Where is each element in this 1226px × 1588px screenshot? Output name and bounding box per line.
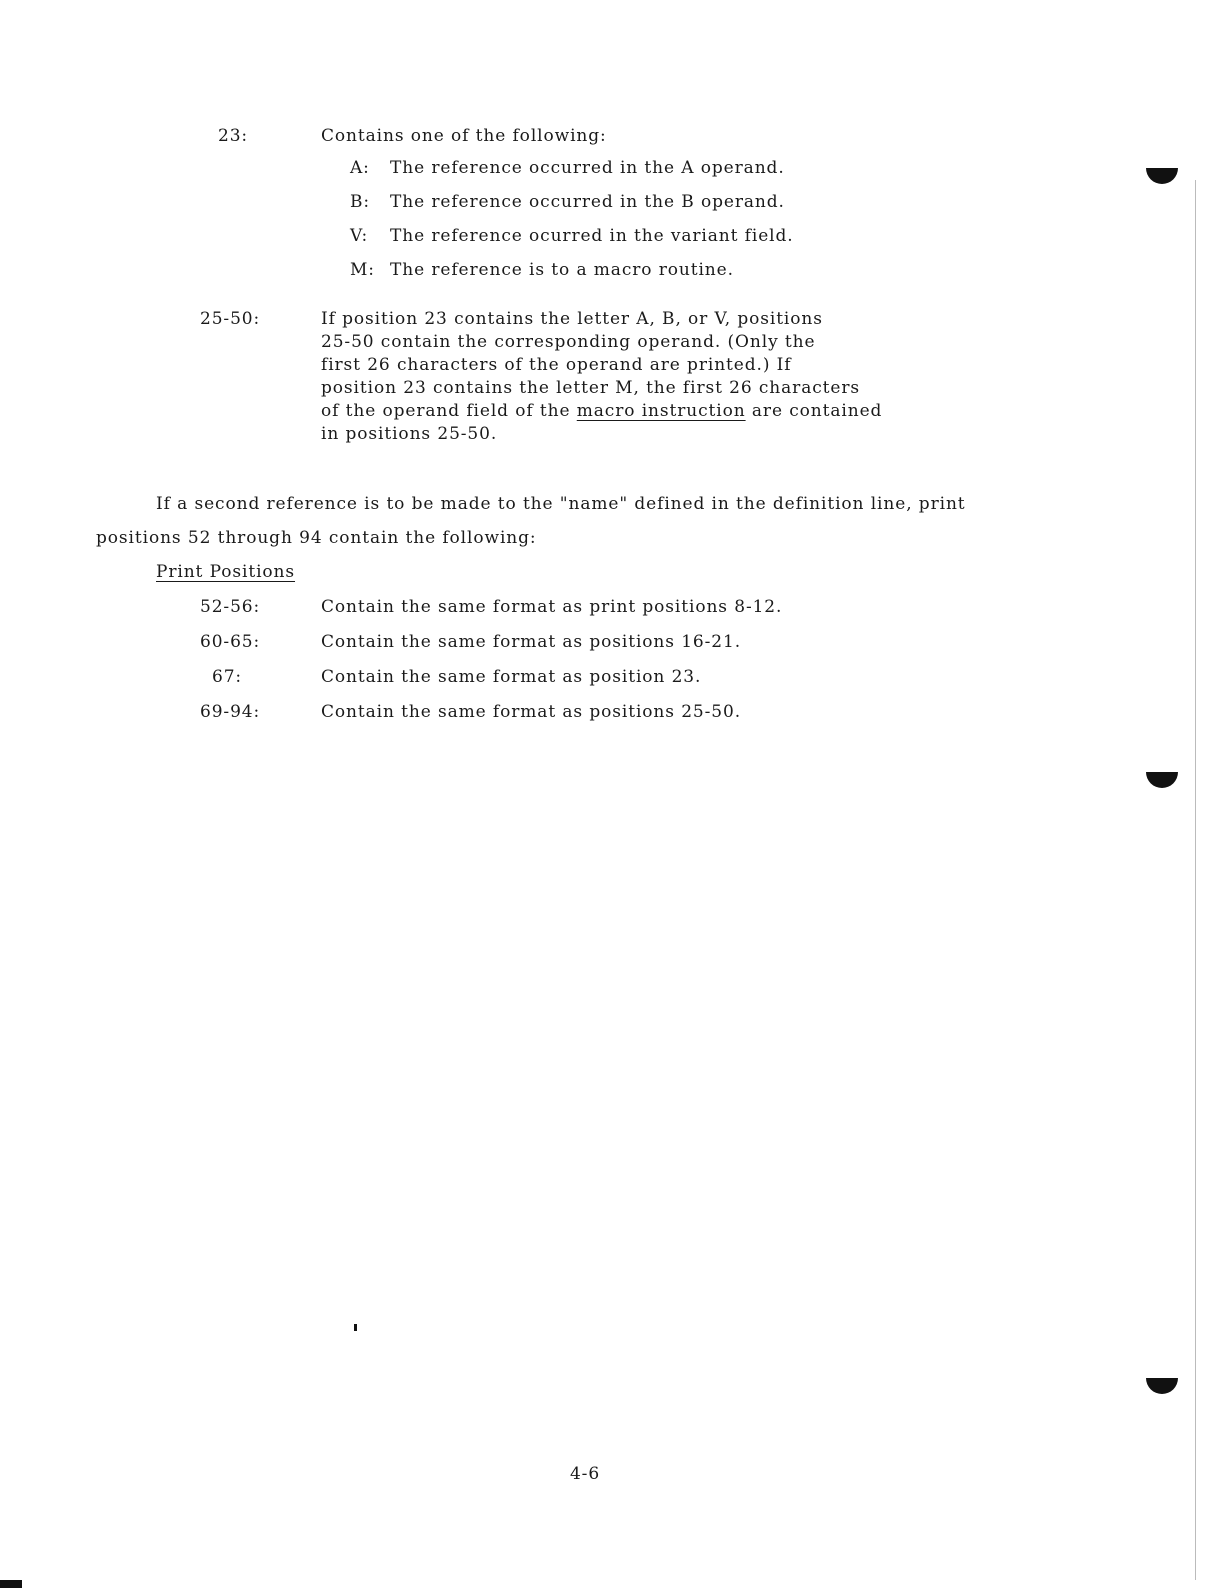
position-description: Contain the same format as position 23. xyxy=(321,667,702,687)
description-line: 25-50 contain the corresponding operand. (Only the xyxy=(321,332,816,352)
binder-hole-mark xyxy=(1146,1378,1178,1394)
position-code-25-50: 25-50: xyxy=(200,309,261,329)
option-code: A: xyxy=(350,158,370,178)
option-text: The reference occurred in the A operand. xyxy=(390,158,785,178)
binder-hole-mark xyxy=(1146,168,1178,184)
print-positions-heading: Print Positions xyxy=(156,562,296,582)
description-line: in positions 25-50. xyxy=(321,424,498,444)
position-code: 52-56: xyxy=(200,597,261,617)
page-edge-line xyxy=(1195,180,1196,1580)
option-code: B: xyxy=(350,192,371,212)
paragraph-line: positions 52 through 94 contain the following: xyxy=(96,528,537,548)
position-code-23: 23: xyxy=(218,126,249,146)
option-text: The reference ocurred in the variant field. xyxy=(390,226,794,246)
position-description: Contain the same format as positions 25-50. xyxy=(321,702,742,722)
description-line: position 23 contains the letter M, the first 26 characters xyxy=(321,378,860,398)
position-description: Contain the same format as print positions 8-12. xyxy=(321,597,783,617)
description-line: If position 23 contains the letter A, B, or V, positions xyxy=(321,309,823,329)
page-number: 4-6 xyxy=(569,1464,601,1484)
option-code: V: xyxy=(350,226,369,246)
description-line: of the operand field of the macro instruction are contained xyxy=(321,401,883,421)
option-text: The reference occurred in the B operand. xyxy=(390,192,785,212)
speck-mark xyxy=(354,1324,357,1331)
position-description: Contain the same format as positions 16-21. xyxy=(321,632,742,652)
position-23-intro: Contains one of the following: xyxy=(321,126,607,146)
position-code: 60-65: xyxy=(200,632,261,652)
macro-instruction-term: macro instruction xyxy=(576,401,746,421)
binder-hole-mark xyxy=(1146,772,1178,788)
corner-mark xyxy=(0,1580,22,1588)
position-code: 69-94: xyxy=(200,702,261,722)
option-text: The reference is to a macro routine. xyxy=(390,260,734,280)
position-code: 67: xyxy=(212,667,243,687)
option-code: M: xyxy=(350,260,375,280)
paragraph-line: If a second reference is to be made to the "name" defined in the definition line, print xyxy=(156,494,966,514)
description-line: first 26 characters of the operand are printed.) If xyxy=(321,355,792,375)
